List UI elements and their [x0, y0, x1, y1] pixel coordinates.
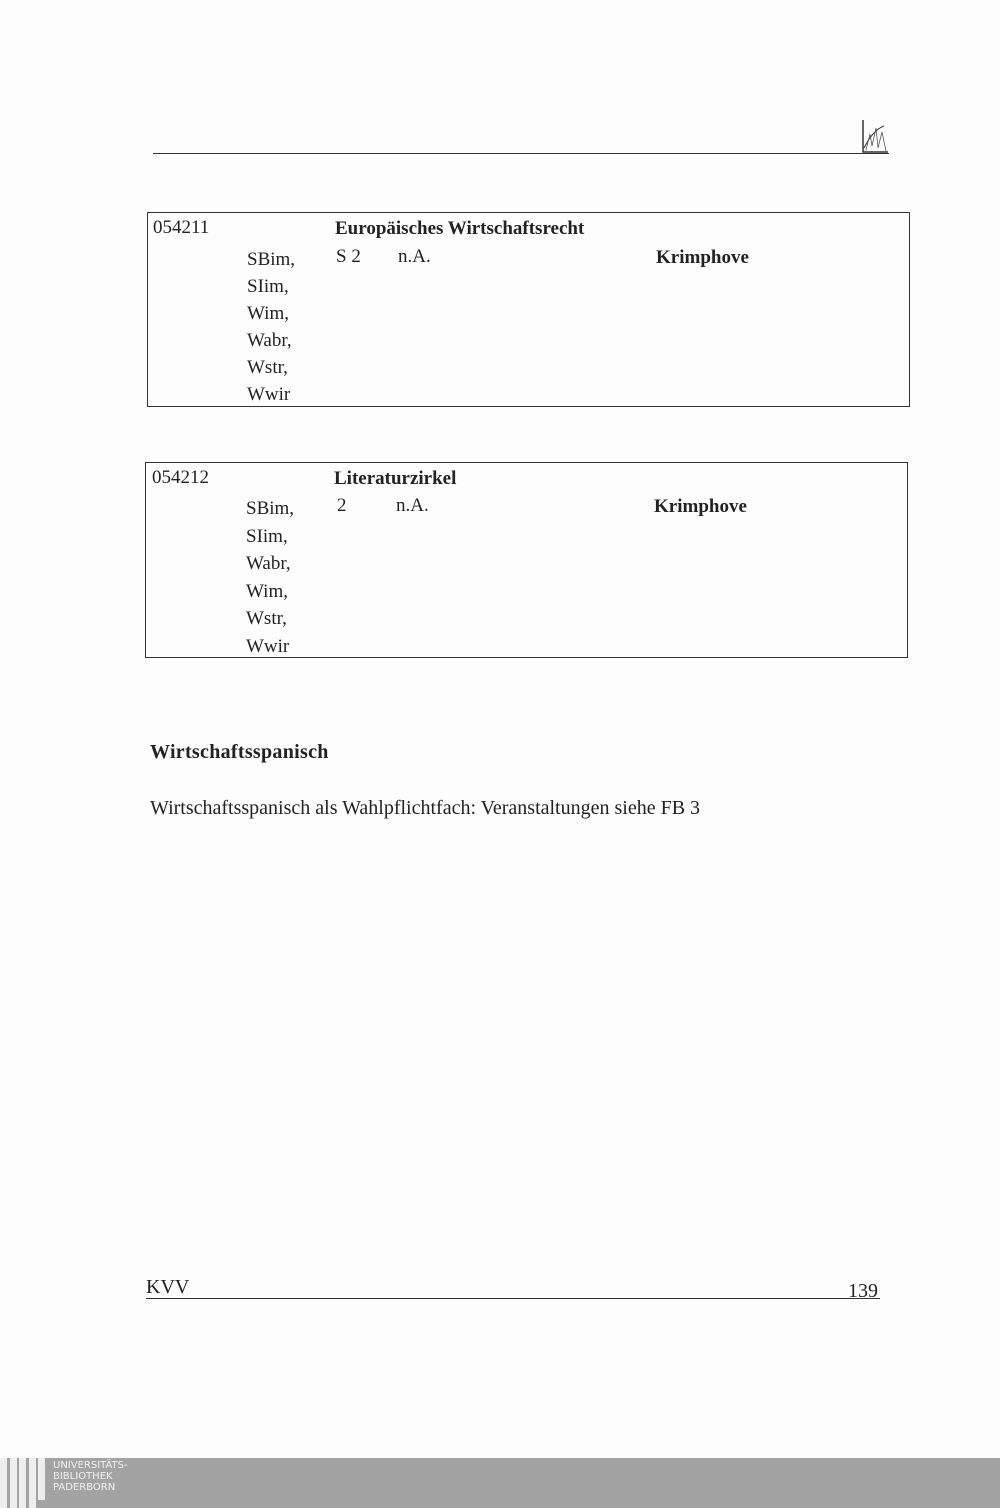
group: Wabr,: [246, 553, 291, 574]
course-title: Europäisches Wirtschaftsrecht: [335, 218, 585, 239]
course-groups: [247, 246, 295, 408]
header-rule: [153, 153, 889, 154]
group: Wim,: [246, 580, 288, 602]
page-number: 139: [848, 1280, 878, 1302]
footer-left: KVV: [146, 1276, 190, 1298]
course-box-054212: [145, 462, 908, 658]
library-banner: [0, 1458, 1000, 1508]
course-groups: [246, 495, 294, 660]
library-line: UNIVERSITÄTS-: [53, 1460, 128, 1471]
section-heading: Wirtschaftsspanisch: [150, 741, 329, 763]
group: Wwir: [246, 635, 290, 657]
group: SIim,: [247, 276, 289, 297]
group: Wabr,: [247, 330, 292, 351]
course-na: n.A.: [396, 495, 429, 516]
group: Wstr,: [246, 608, 287, 629]
course-number: 054211: [153, 217, 210, 238]
group: SBim,: [247, 249, 296, 270]
chart-logo-icon: [858, 118, 890, 156]
course-box-054211: [147, 212, 910, 407]
library-line: PADERBORN: [53, 1482, 116, 1493]
group: Wwir: [247, 384, 291, 405]
group: SIim,: [246, 525, 288, 547]
group: SBim,: [246, 498, 295, 519]
course-lecturer: Krimphove: [656, 247, 749, 268]
course-number: 054212: [152, 467, 209, 488]
course-na: n.A.: [398, 246, 431, 267]
course-type: 2: [337, 495, 347, 516]
group: Wim,: [247, 303, 289, 324]
course-lecturer: Krimphove: [654, 496, 747, 517]
footer-rule: [146, 1298, 880, 1299]
library-line: BIBLIOTHEK: [53, 1471, 113, 1482]
section-text: Wirtschaftsspanisch als Wahlpflichtfach: Veranstaltungen siehe FB 3: [150, 797, 701, 819]
course-type: S 2: [336, 246, 361, 267]
group: Wstr,: [247, 357, 288, 378]
course-title: Literaturzirkel: [334, 468, 457, 489]
